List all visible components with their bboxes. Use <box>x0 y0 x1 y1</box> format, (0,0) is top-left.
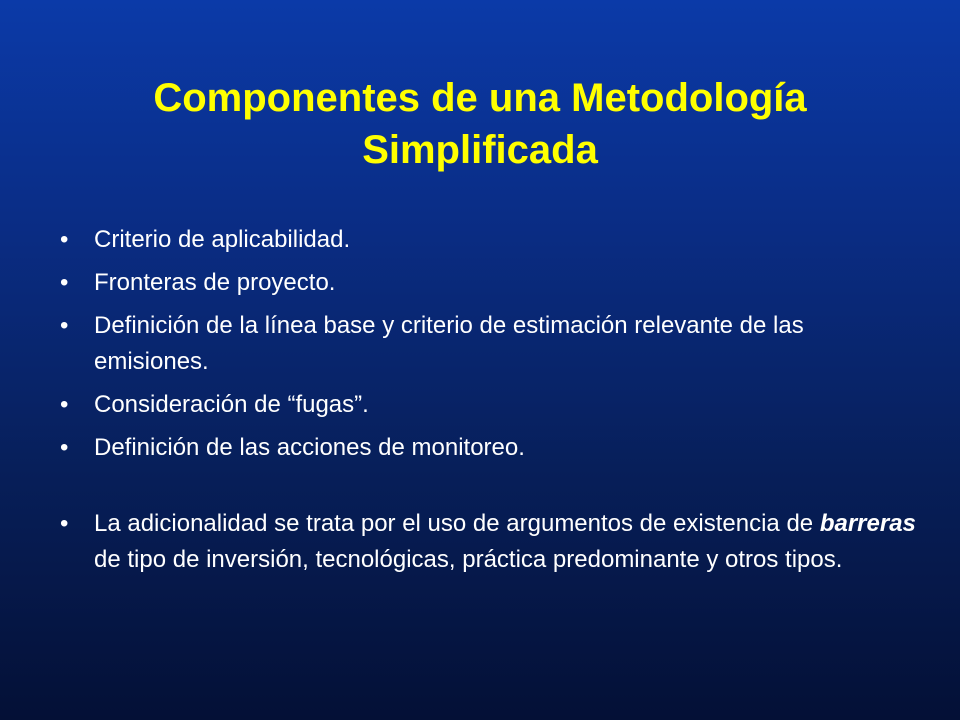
bullet-text: Criterio de aplicabilidad. <box>94 226 351 253</box>
slide-title-line-1: Componentes de una Metodología <box>153 76 807 120</box>
bullet-dot-icon: • <box>60 226 69 253</box>
bullet-item <box>60 430 920 466</box>
bullet-text: Fronteras de proyecto. <box>94 269 336 296</box>
bullet-item-additionality <box>60 506 920 578</box>
bullet-item <box>60 308 920 380</box>
bullet-text-before: La adicionalidad se trata por el uso de argumentos de existencia de <box>94 510 820 537</box>
bullet-item <box>60 222 920 258</box>
bullet-text: Consideración de “fugas”. <box>94 391 369 418</box>
bullet-text-after: de tipo de inversión, tecnológicas, práctica predominante y otros tipos. <box>94 546 843 573</box>
bullet-dot-icon: • <box>60 434 69 461</box>
slide-title-line-2: Simplificada <box>362 128 598 172</box>
bullet-text-emphasis: barreras <box>819 510 916 537</box>
bullet-list <box>60 222 920 585</box>
bullet-dot-icon: • <box>60 510 69 537</box>
slide-title <box>40 72 920 176</box>
bullet-item <box>60 387 920 423</box>
bullet-text: Definición de las acciones de monitoreo. <box>94 434 525 461</box>
bullet-dot-icon: • <box>60 269 69 296</box>
bullet-dot-icon: • <box>60 312 69 339</box>
bullet-dot-icon: • <box>60 391 69 418</box>
bullet-item <box>60 265 920 301</box>
bullet-text: Definición de la línea base y criterio de estimación relevante de las emisiones. <box>94 312 804 375</box>
